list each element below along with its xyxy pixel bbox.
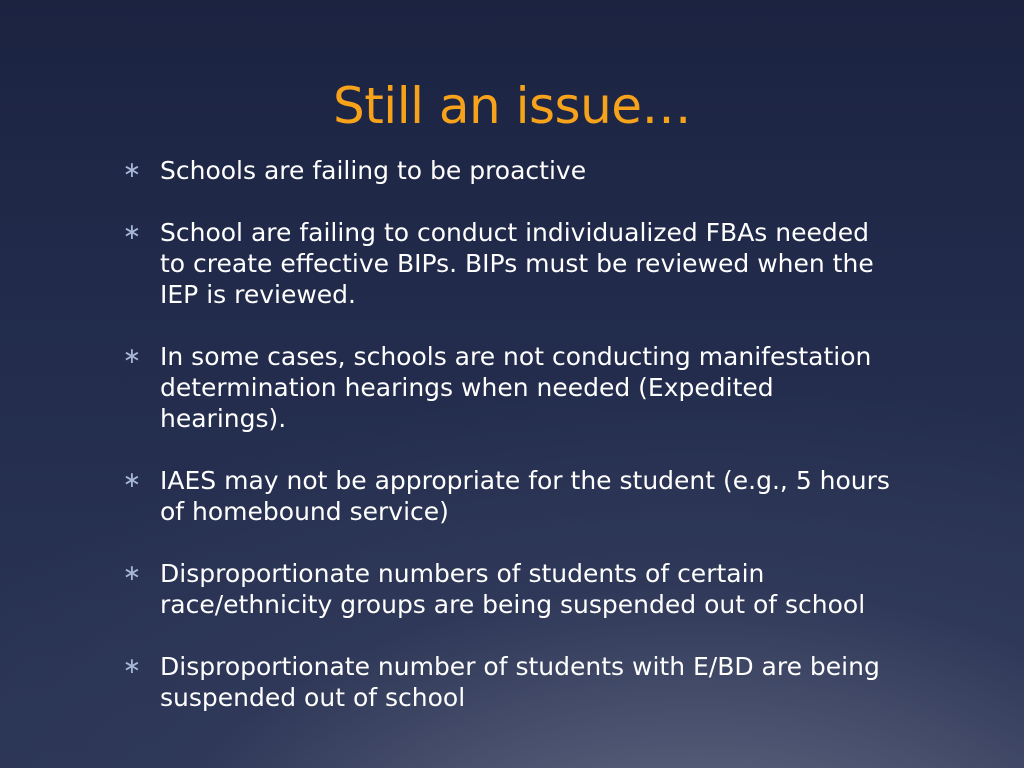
bullet-text: School are failing to conduct individualized FBAs needed to create effective BIPs. BIPs must be reviewed when the IEP is reviewed.	[160, 218, 874, 309]
asterisk-bullet-icon: ∗	[122, 468, 142, 493]
asterisk-bullet-icon: ∗	[122, 220, 142, 245]
bullet-text: Schools are failing to be proactive	[160, 156, 587, 185]
asterisk-bullet-icon: ∗	[122, 158, 142, 183]
bullet-item	[120, 341, 900, 434]
bullet-item	[120, 155, 900, 186]
bullet-item	[120, 558, 900, 620]
bullet-text: Disproportionate numbers of students of certain race/ethnicity groups are being suspended out of school	[160, 559, 866, 619]
bullet-list	[120, 155, 900, 744]
asterisk-bullet-icon: ∗	[122, 561, 142, 586]
slide-title: Still an issue…	[332, 77, 692, 135]
bullet-item	[120, 651, 900, 713]
bullet-item	[120, 465, 900, 527]
bullet-text: IAES may not be appropriate for the student (e.g., 5 hours of homebound service)	[160, 466, 890, 526]
asterisk-bullet-icon: ∗	[122, 654, 142, 679]
asterisk-bullet-icon: ∗	[122, 344, 142, 369]
bullet-item	[120, 217, 900, 310]
bullet-text: Disproportionate number of students with E/BD are being suspended out of school	[160, 652, 880, 712]
bullet-text: In some cases, schools are not conducting manifestation determination hearings when needed (Expedited hearings).	[160, 342, 872, 433]
